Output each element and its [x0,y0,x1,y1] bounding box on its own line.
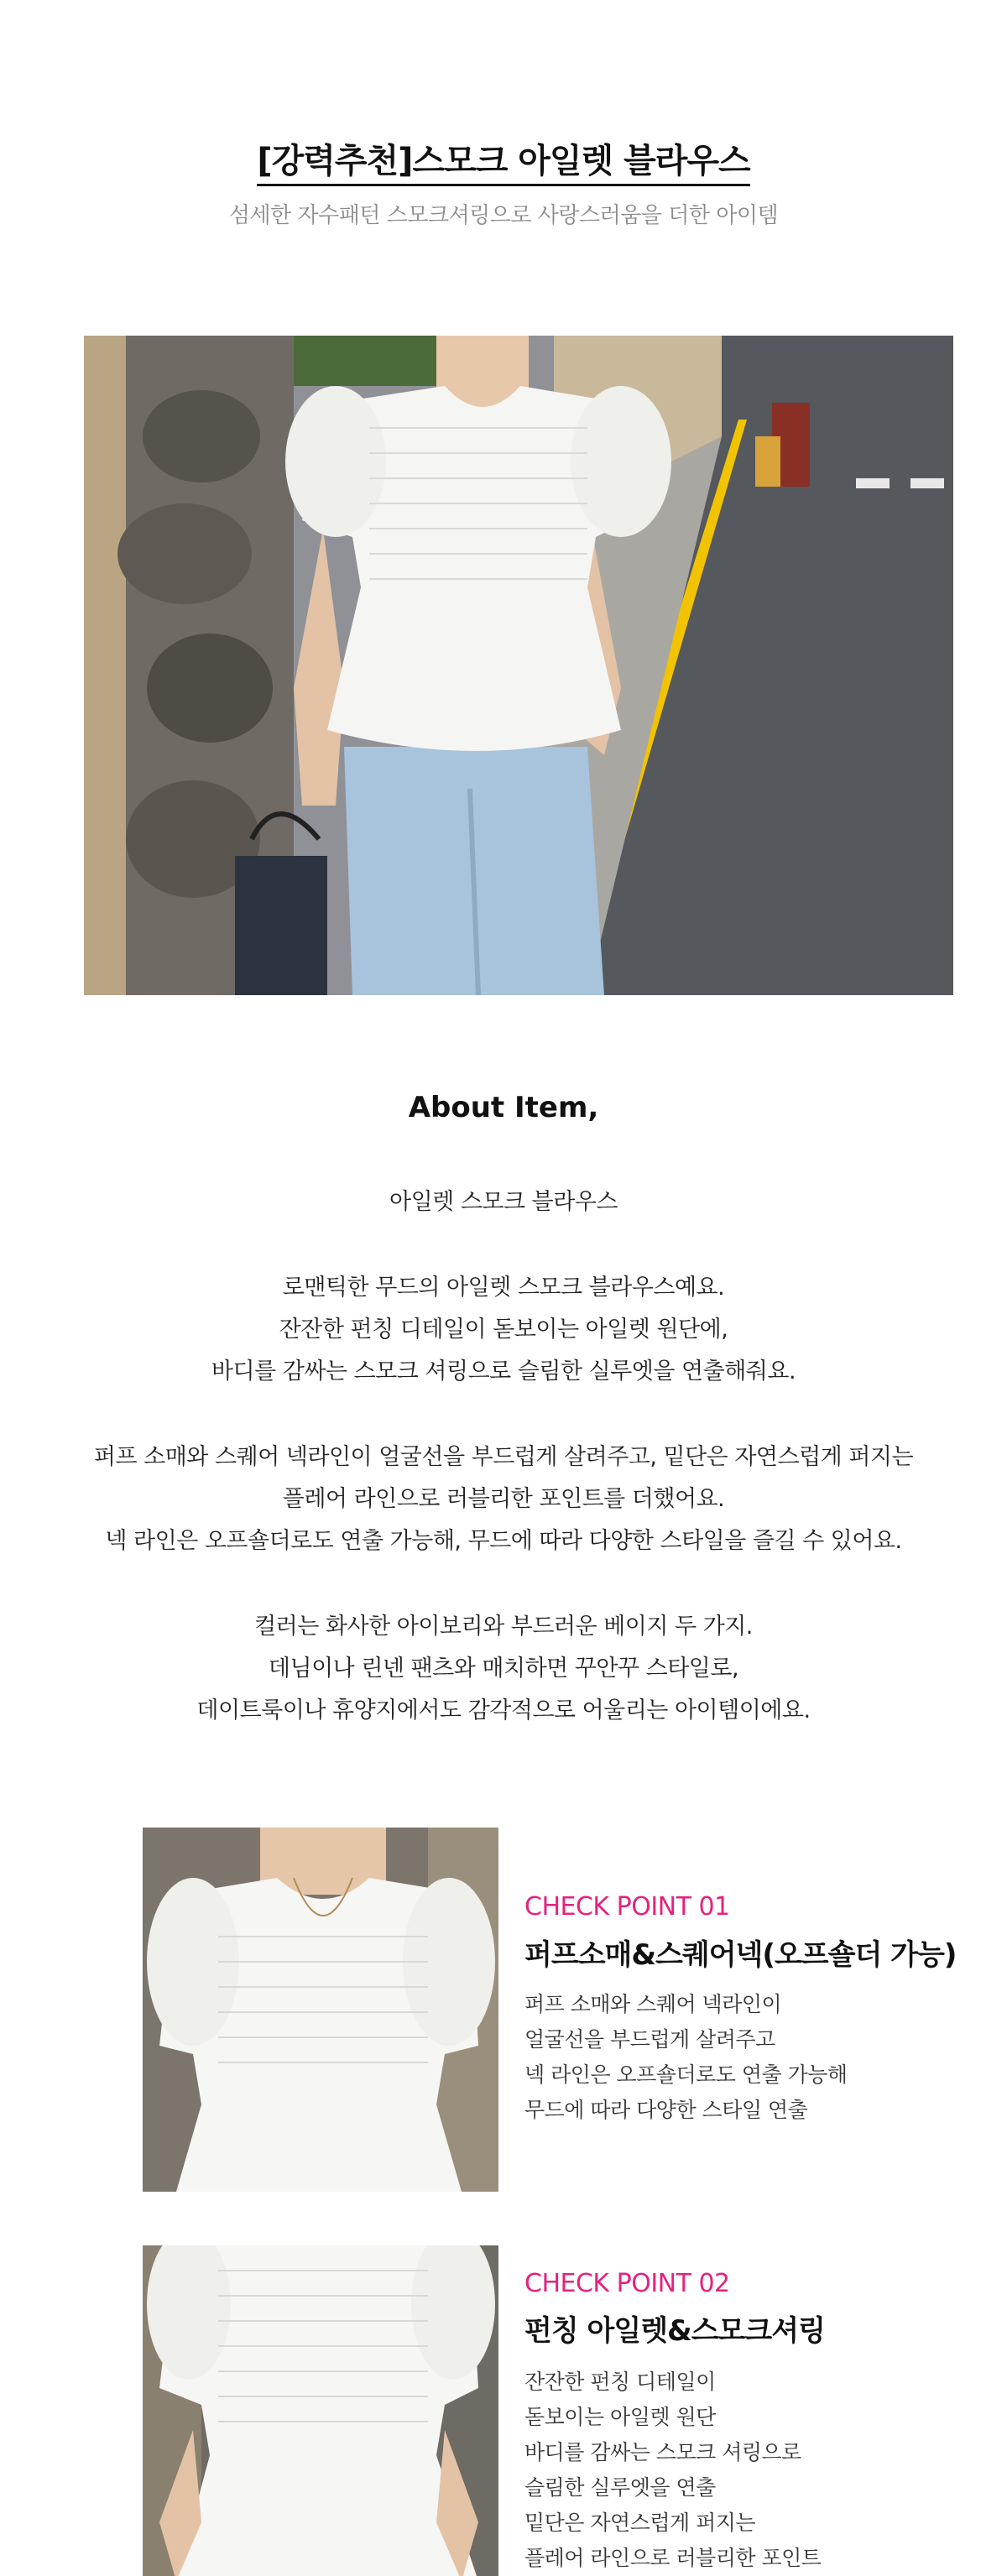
check-point-2-photo [143,2245,498,2576]
about-line: 넥 라인은 오프숄더로도 연출 가능해, 무드에 따라 다양한 스타일을 즐길 수 있어요. [105,1528,902,1554]
about-line: 플레어 라인으로 러블리한 포인트를 더했어요. [282,1486,725,1512]
check-point-2-description [524,2365,821,2576]
check-point-line: 밑단은 자연스럽게 퍼지는 [524,2511,756,2535]
check-point-line: 무드에 따라 다양한 스타일 연출 [524,2098,808,2122]
check-point-1-label: CHECK POINT 01 [524,1892,730,1922]
check-point-2-label: CHECK POINT 02 [524,2269,730,2298]
about-line: 잔잔한 펀칭 디테일이 돋보이는 아일렛 원단에, [279,1317,728,1343]
about-line: 데이트룩이나 휴양지에서도 감각적으로 어울리는 아이템이에요. [196,1697,811,1723]
about-line: 퍼프 소매와 스퀘어 넥라인이 얼굴선을 부드럽게 살려주고, 밑단은 자연스럽게 퍼지는 [93,1444,914,1470]
check-point-line: 돋보이는 아일렛 원단 [524,2405,716,2429]
about-paragraph-1 [0,1267,1007,1393]
about-line: 바디를 감싸는 스모크 셔링으로 슬림한 실루엣을 연출해줘요. [211,1358,796,1384]
check-point-line: 잔잔한 펀칭 디테일이 [524,2370,716,2394]
check-point-line: 얼굴선을 부드럽게 살려주고 [524,2027,775,2052]
check-point-2-title: 펀칭 아일렛&스모크셔링 [524,2314,825,2348]
page-subtitle: 섬세한 자수패턴 스모크셔링으로 사랑스러움을 더한 아이템 [228,203,779,228]
about-line: 컬러는 화사한 아이보리와 부드러운 베이지 두 가지. [254,1614,753,1640]
check-point-line: 바디를 감싸는 스모크 셔링으로 [524,2440,801,2464]
about-heading: About Item, [408,1091,599,1124]
check-point-line: 퍼프 소매와 스퀘어 넥라인이 [524,1992,782,2016]
check-point-line: 슬림한 실루엣을 연출 [524,2475,716,2500]
about-paragraph-3 [0,1606,1007,1732]
about-line: 데님이나 린넨 팬츠와 매치하면 꾸안꾸 스타일로, [268,1656,739,1682]
check-point-line: 넥 라인은 오프숄더로도 연출 가능해 [524,2062,848,2087]
check-point-1-description [524,1987,848,2128]
check-point-1-title: 퍼프소매&스퀘어넥(오프숄더 가능) [524,1938,957,1972]
check-point-line: 플레어 라인으로 러블리한 포인트 [524,2546,822,2570]
page-title [0,134,1007,182]
about-product-name-text: 아일렛 스모크 블라우스 [389,1189,618,1215]
about-paragraph-2 [0,1437,1007,1562]
hero-product-photo [84,336,953,995]
about-product-name [0,1181,1007,1223]
about-line: 로맨틱한 무드의 아일렛 스모크 블라우스예요. [282,1275,725,1301]
check-point-1-photo [143,1828,498,2192]
page-title-text: [강력추천]스모크 아일렛 블라우스 [257,142,749,186]
